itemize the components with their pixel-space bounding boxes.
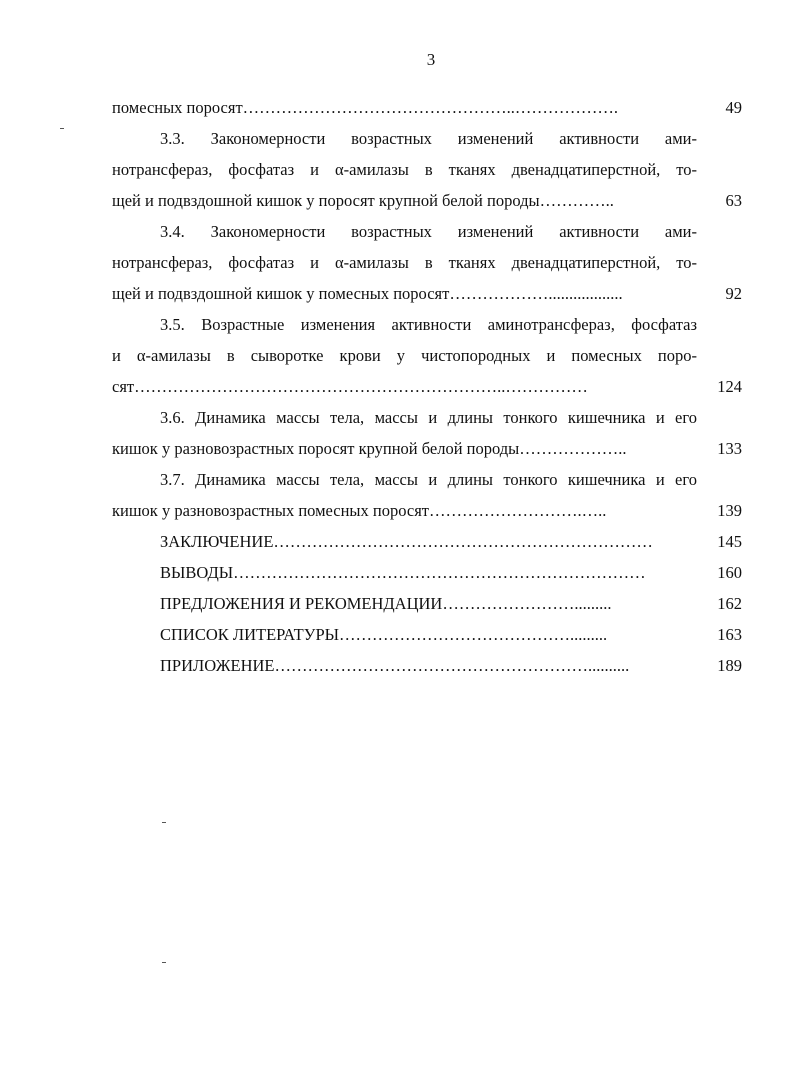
toc-entry-text: щей и подвздошной кишок у поросят крупной белой породы………….. <box>112 191 614 210</box>
toc-page-number: 92 <box>725 284 742 303</box>
toc-line <box>112 216 742 247</box>
toc-line <box>112 650 742 681</box>
toc-line <box>112 495 742 526</box>
toc-line <box>112 557 742 588</box>
toc-entry-text: нотрансфераз, фосфатаз и α-амилазы в тканях двенадцатиперстной, то- <box>112 253 697 272</box>
toc-line <box>112 92 742 123</box>
toc-page-number: 49 <box>725 98 742 117</box>
toc-entry-text: 3.6. Динамика массы тела, массы и длины тонкого кишечника и его <box>160 408 697 427</box>
toc-entry-text: 3.3. Закономерности возрастных изменений активности ами- <box>160 129 697 148</box>
toc-entry-text: ПРИЛОЖЕНИЕ………………………………………………….......... <box>160 656 630 675</box>
toc-entry-text: щей и подвздошной кишок у помесных поросят……………….................. <box>112 284 623 303</box>
toc-page-number: 163 <box>717 625 742 644</box>
toc-line <box>112 278 742 309</box>
toc-line <box>112 247 742 278</box>
toc-line <box>112 464 742 495</box>
toc-entry-text: ВЫВОДЫ………………………………………………………………… <box>160 563 646 582</box>
toc-entry-text: нотрансфераз, фосфатаз и α-амилазы в тканях двенадцатиперстной, то- <box>112 160 697 179</box>
toc-page-number: 189 <box>717 656 742 675</box>
toc-page-number: 162 <box>717 594 742 613</box>
scan-mark <box>60 128 64 129</box>
toc-entry-text: 3.7. Динамика массы тела, массы и длины тонкого кишечника и его <box>160 470 697 489</box>
toc-entry-text: кишок у разновозрастных помесных поросят……………………….….. <box>112 501 607 520</box>
toc-entry-text: ЗАКЛЮЧЕНИЕ…………………………………………………………… <box>160 532 653 551</box>
toc-line <box>112 526 742 557</box>
toc-line <box>112 185 742 216</box>
toc-page-number: 63 <box>725 191 742 210</box>
toc-page-number: 145 <box>717 532 742 551</box>
toc-page-number: 124 <box>717 377 742 396</box>
toc-entry-text: и α-амилазы в сыворотке крови у чистопородных и помесных поро- <box>112 346 697 365</box>
toc-entry-text: сят…………………………………………………………..…………… <box>112 377 588 396</box>
toc-page-number: 133 <box>717 439 742 458</box>
toc-line <box>112 433 742 464</box>
toc-entry-text: 3.5. Возрастные изменения активности аминотрансфераз, фосфатаз <box>160 315 697 334</box>
scan-mark <box>162 822 166 823</box>
toc-entry-text: ПРЕДЛОЖЕНИЯ И РЕКОМЕНДАЦИИ……………………......... <box>160 594 612 613</box>
toc-line <box>112 588 742 619</box>
toc-entry-text: кишок у разновозрастных поросят крупной белой породы……………….. <box>112 439 627 458</box>
toc-line <box>112 154 742 185</box>
scan-mark <box>162 962 166 963</box>
toc-page-number: 160 <box>717 563 742 582</box>
toc-line <box>112 340 742 371</box>
toc-line <box>112 123 742 154</box>
toc-line <box>112 371 742 402</box>
page-number: 3 <box>426 50 436 69</box>
toc-line <box>112 619 742 650</box>
table-of-contents <box>112 92 742 681</box>
toc-line <box>112 309 742 340</box>
toc-entry-text: 3.4. Закономерности возрастных изменений активности ами- <box>160 222 697 241</box>
toc-entry-text: СПИСОК ЛИТЕРАТУРЫ……………………………………......... <box>160 625 608 644</box>
toc-page-number: 139 <box>717 501 742 520</box>
toc-line <box>112 402 742 433</box>
toc-entry-text: помесных поросят…………………………………………..………………. <box>112 98 619 117</box>
